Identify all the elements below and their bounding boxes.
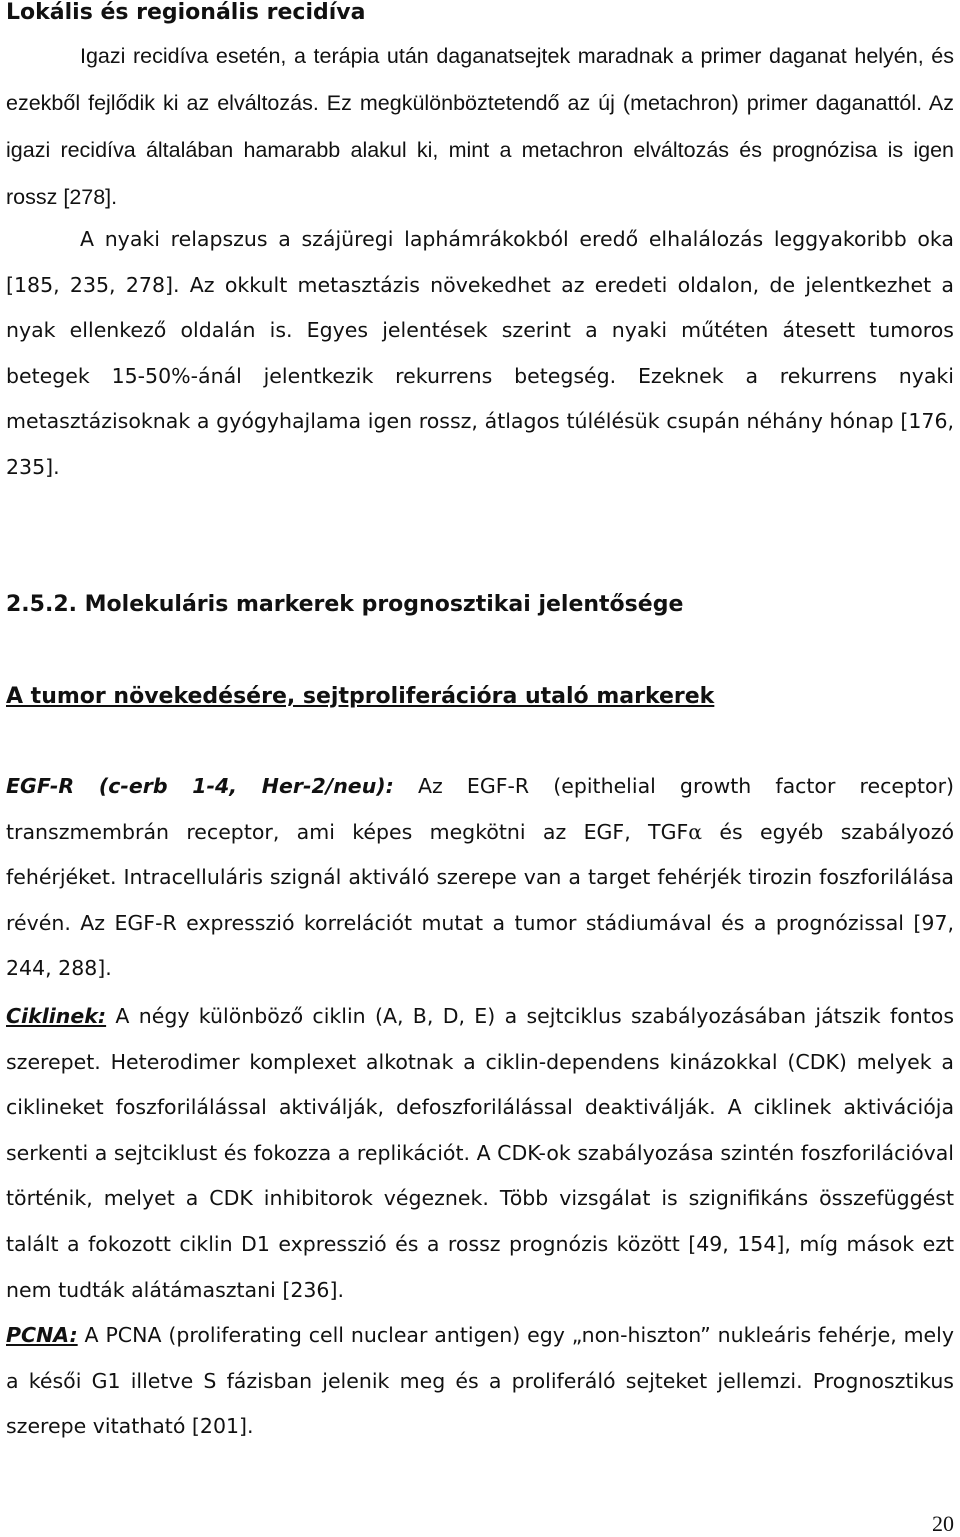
term-ciklinek: Ciklinek: [6,1004,107,1028]
alpha-symbol: α [688,819,703,844]
paragraph-text: A PCNA (proliferating cell nuclear antigen) egy „non-hiszton” nukleáris fehérje, mely a késői G1 illetve S fázisban jelenik meg és a proliferáló sejteket jellemzi. Prognosztikus szerepe vitatható [201]. [6,1323,954,1439]
section-heading-recidiva: Lokális és regionális recidíva [6,0,366,25]
paragraph-text: A négy különböző ciklin (A, B, D, E) a sejtciklus szabályozásában játszik fontos szerepet. Heterodimer komplexet alkotnak a ciklin-dependens kinázokkal (CDK) melyek a ciklineket foszforilálással aktiválják, defoszforilálással deaktiválják. A ciklinek aktivációja serkenti a sejtciklust és fokozza a replikációt. A CDK-ok szabályozása szintén foszforilációval történik, melyet a CDK inhibitorok végeznek. Több vizsgálat is szignifikáns összefüggést talált a fokozott ciklin D1 expresszió és a rossz prognózis között [49, 154], míg mások ezt nem tudták alátámasztani [236]. [6,1004,954,1302]
paragraph-pcna [6,1313,954,1450]
section-heading-molekularis-markerek: 2.5.2. Molekuláris markerek prognosztikai jelentősége [6,592,684,617]
paragraph-ciklinek [6,994,954,1313]
page-number: 20 [932,1511,954,1536]
paragraph-text: Igazi recidíva esetén, a terápia után daganatsejtek maradnak a primer daganat helyén, és ezekből fejlődik ki az elváltozás. Ez megkülönböztetendő az új (metachron) primer daganattól. Az igazi recidíva általában hamarabb alakul ki, mint a metachron elváltozás és prognózisa is igen rossz [278]. [6,44,954,209]
subsection-heading-tumor-markerek: A tumor növekedésére, sejtproliferációra utaló markerek [6,684,715,709]
paragraph-nyaki-relapszus [6,217,954,491]
paragraph-text: és egyéb szabályozó fehérjéket. Intracelluláris szignál aktiváló szerepe van a target fehérjék tirozin foszforilálása révén. Az EGF-R expresszió korrelációt mutat a tumor stádiumával és a prognózissal [97, 244, 288]. [6,819,954,981]
paragraph-igazi-recidiva [6,33,954,221]
paragraph-text: Az EGF-R (epithelial growth factor receptor) transzmembrán receptor, ami képes megkötni az EGF, TGF [6,774,954,844]
term-pcna: PCNA: [6,1323,78,1347]
paragraph-text: A nyaki relapszus a szájüregi laphámrákokból eredő elhalálozás leggyakoribb oka [185, 235, 278]. Az okkult metasztázis növekedhet az eredeti oldalon, de jelentkezhet a nyak ellenkező oldalán is. Egyes jelentések szerint a nyaki műtéten átesett tumoros betegek 15-50%-ánál jelentkezik rekurrens betegség. Ezeknek a rekurrens nyaki metasztázisoknak a gyógyhajlama igen rossz, átlagos túlélésük csupán néhány hónap [176, 235]. [6,227,954,479]
paragraph-egfr [6,764,954,992]
term-egfr: EGF-R (c-erb 1-4, Her-2/neu): [6,774,394,798]
